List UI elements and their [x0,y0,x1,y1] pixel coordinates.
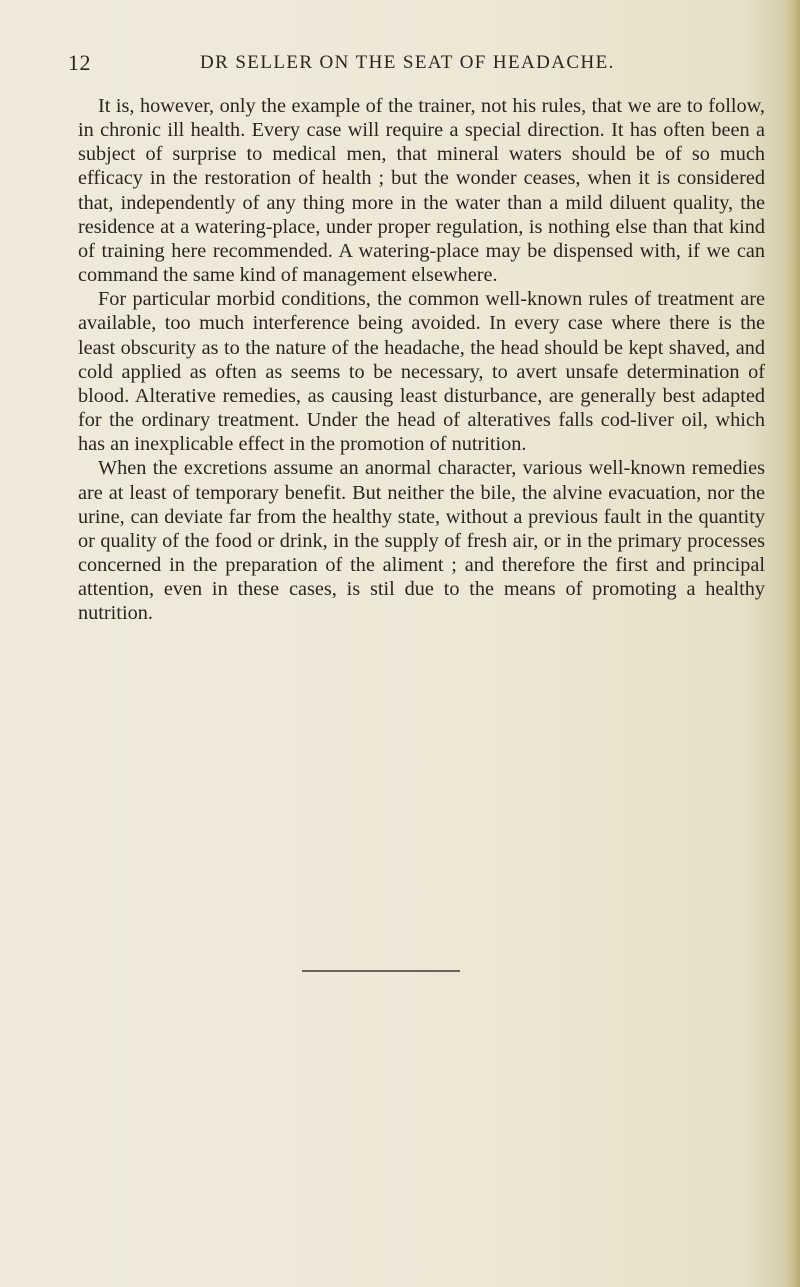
section-end-rule [302,970,460,972]
page-edge-shadow [786,0,800,1287]
paragraph: It is, however, only the example of the trainer, not his rules, that we are to follow, in chronic ill health. Every case will require a special direction. It has often been a subject of surprise to medical men, that mineral waters should be of so much efficacy in the restoration of health ; but the wonder ceases, when it is considered that, independently of any thing more in the water than a mild diluent quality, the residence at a watering-place, under proper regulation, is nothing else than that kind of training here recommended. A watering-place may be dispensed with, if we can command the same kind of management elsewhere. [78,95,765,287]
running-header [68,46,768,80]
paragraph: For particular morbid conditions, the common well-known rules of treatment are available, too much interference being avoided. In every case where there is the least obscurity as to the nature of the headache, the head should be kept shaved, and cold applied as often as seems to be necessary, to avert unsafe determination of blood. Alterative remedies, as causing least disturbance, are generally best adapted for the ordinary treatment. Under the head of alteratives falls cod-liver oil, which has an inexplicable effect in the promotion of nutrition. [78,288,765,456]
page-number: 12 [68,50,91,75]
paragraph: When the excretions assume an anormal character, various well-known remedies are at least of temporary benefit. But neither the bile, the alvine evacuation, nor the urine, can deviate far from the healthy state, without a previous fault in the quantity or quality of the food or drink, in the supply of fresh air, or in the primary processes concerned in the preparation of the aliment ; and therefore the first and principal attention, even in these cases, is stil due to the means of promoting a healthy nutrition. [78,457,765,625]
body-text [78,94,765,625]
running-title: DR SELLER ON THE SEAT OF HEADACHE. [200,52,615,73]
